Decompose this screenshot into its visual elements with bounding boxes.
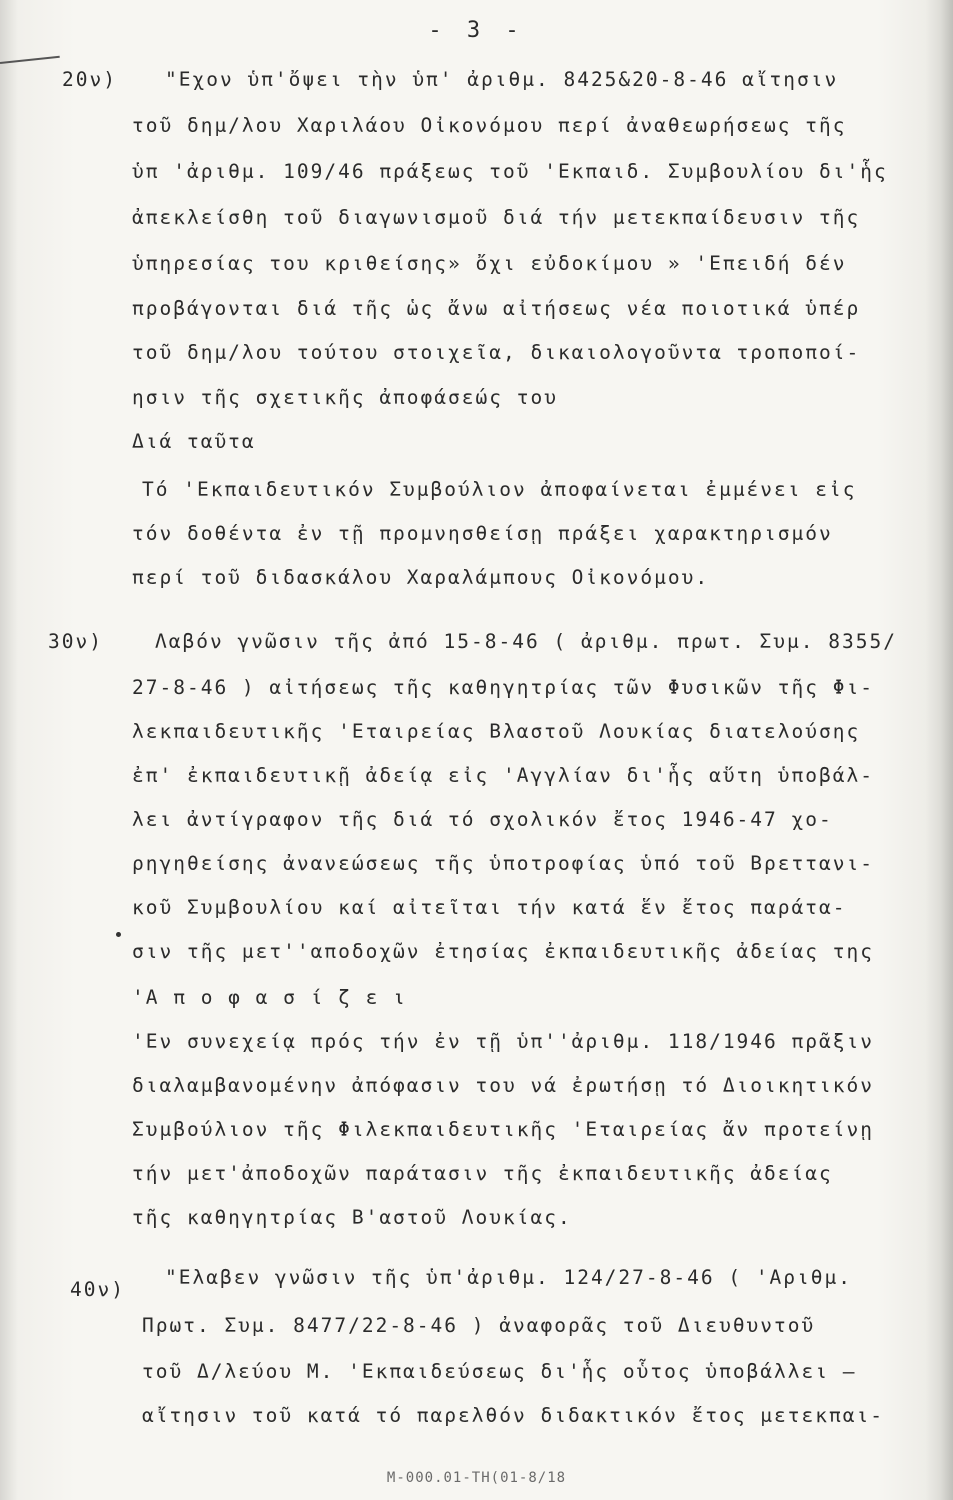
text-line: διαλαμβανομένην ἀπόφασιν του νά ἐρωτήσῃ τό Διοικητικόν <box>132 1074 874 1097</box>
text-line: "Ελαβεν γνῶσιν τῆς ὑπ'ἀριθμ. 124/27-8-46 ( 'Αριθμ. <box>165 1266 852 1289</box>
section-number-20: 20ν) <box>62 68 117 91</box>
text-line: ησιν τῆς σχετικῆς ἀποφάσεώς του <box>132 386 558 409</box>
text-line: Τό 'Εκπαιδευτικόν Συμβούλιον ἀποφαίνεται ἐμμένει εἰς <box>142 478 857 501</box>
text-line: λεκπαιδευτικῆς 'Εταιρείας Βλαστοῦ Λουκίας διατελούσης <box>132 720 861 743</box>
text-line: Συμβούλιον τῆς Φιλεκπαιδευτικῆς 'Εταιρείας ἄν προτείνῃ <box>132 1118 874 1141</box>
scan-shadow-right <box>925 0 953 1500</box>
footer-reference: M-000.01-TH(01-8/18 <box>386 1470 567 1486</box>
section-number-30: 30ν) <box>48 630 103 653</box>
text-line: περί τοῦ διδασκάλου Χαραλάμπους Οἰκονόμου. <box>132 566 710 589</box>
page-number: - 3 - <box>428 18 525 43</box>
text-line: τοῦ δημ/λου τούτου στοιχεῖα, δικαιολογοῦντα τροποποί- <box>132 341 861 364</box>
text-line: 'Εν συνεχείᾳ πρός τήν ἐν τῇ ὑπ''ἀριθμ. 118/1946 πρᾶξιν <box>132 1030 874 1053</box>
text-line: ἐπ' ἐκπαιδευτικῇ ἀδείᾳ εἰς 'Αγγλίαν δι'ἧς αὕτη ὑποβάλ- <box>132 764 874 787</box>
text-line: τοῦ Δ/λεύου Μ. 'Εκπαιδεύσεως δι'ἧς οὗτος ὑποβάλλει — <box>142 1360 857 1383</box>
text-line: Πρωτ. Συμ. 8477/22-8-46 ) ἀναφορᾶς τοῦ Διευθυντοῦ <box>142 1314 816 1337</box>
text-line: Λαβόν γνῶσιν τῆς ἀπό 15-8-46 ( ἀριθμ. πρωτ. Συμ. 8355/ <box>155 630 897 653</box>
text-line: ἀπεκλείσθη τοῦ διαγωνισμοῦ διά τήν μετεκπαίδευσιν τῆς <box>132 206 861 229</box>
text-line: αἴτησιν τοῦ κατά τό παρελθόν διδακτικόν ἔτος μετεκπαι- <box>142 1404 884 1427</box>
text-line: 27-8-46 ) αἰτήσεως τῆς καθηγητρίας τῶν Φυσικῶν τῆς Φι- <box>132 676 874 699</box>
text-line: τῆς καθηγητρίας Β'αστοῦ Λουκίας. <box>132 1206 572 1229</box>
scan-speck <box>116 932 121 937</box>
text-line: λει ἀντίγραφον τῆς διά τό σχολικόν ἔτος 1946-47 χο- <box>132 808 833 831</box>
scan-shadow-left <box>0 0 18 1500</box>
text-line: ρηγηθείσης ἀνανεώσεως τῆς ὑποτροφίας ὑπό τοῦ Βρεττανι- <box>132 852 874 875</box>
text-line: τοῦ δημ/λου Χαριλάου Οἰκονόμου περί ἀναθεωρήσεως τῆς <box>132 114 847 137</box>
text-line: ὑπ 'ἀριθμ. 109/46 πράξεως τοῦ 'Εκπαιδ. Συμβουλίου δι'ἧς <box>132 160 888 183</box>
section-number-40: 40ν) <box>70 1278 125 1301</box>
text-line: τήν μετ'ἀποδοχῶν παράτασιν τῆς ἐκπαιδευτικῆς ἀδείας <box>132 1162 833 1185</box>
text-line: ὑπηρεσίας του κριθείσης» ὄχι εὐδοκίμου » 'Επειδή δέν <box>132 252 847 275</box>
section-heading: 'Α π ο φ α σ ί ζ ε ι <box>132 986 407 1009</box>
section-heading: Διά ταῦτα <box>132 430 256 453</box>
text-line: σιν τῆς μετ''αποδοχῶν ἐτησίας ἐκπαιδευτικῆς ἀδείας της <box>132 940 874 963</box>
text-line: "Εχον ὑπ'ὄψει τὴν ὑπ' ἀριθμ. 8425&20-8-46 αἴτησιν <box>165 68 839 91</box>
text-line: κοῦ Συμβουλίου καί αἰτεῖται τήν κατά ἕν ἔτος παράτα- <box>132 896 847 919</box>
text-line: τόν δοθέντα ἐν τῇ προμνησθείσῃ πράξει χαρακτηρισμόν <box>132 522 833 545</box>
text-line: προβάγονται διά τῆς ὡς ἄνω αἰτήσεως νέα ποιοτικά ὑπέρ <box>132 297 861 320</box>
